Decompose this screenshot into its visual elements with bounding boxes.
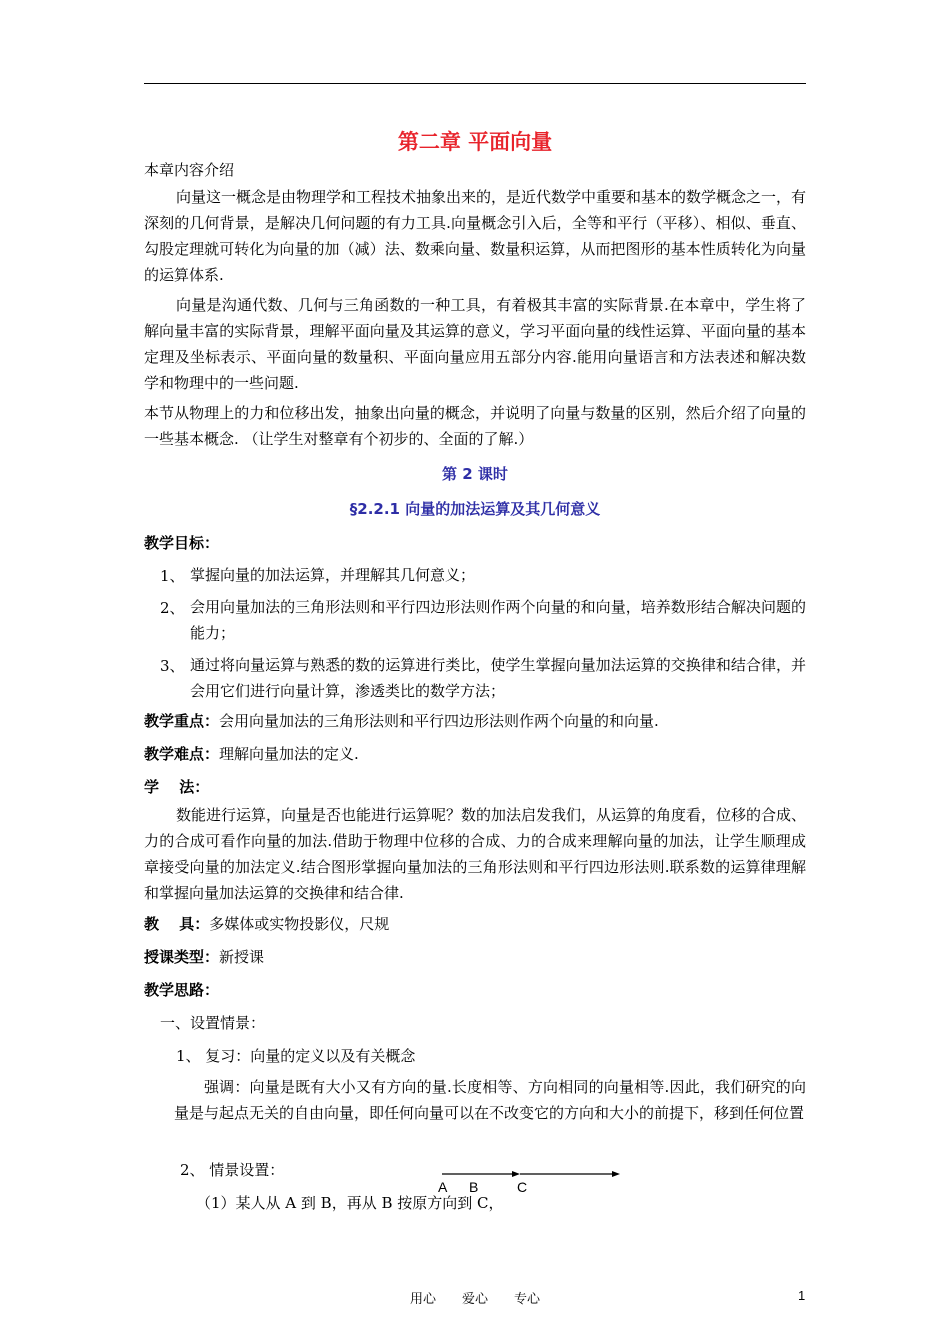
key-point [144, 711, 659, 731]
header-rule [144, 83, 806, 84]
point-c-label: C [517, 1179, 528, 1195]
difficulty-text: 理解向量加法的定义. [219, 745, 359, 763]
goal-1-text: 掌握向量的加法运算，并理解其几何意义； [190, 566, 476, 584]
goals-label: 教学目标： [144, 534, 220, 552]
type-text: 新授课 [219, 948, 265, 966]
point-b-label: B [469, 1179, 479, 1195]
section-title: §2.2.1 向量的加法运算及其几何意义 [349, 500, 601, 518]
type-row [144, 947, 264, 967]
step-1-2: 2、 情景设置： [180, 1161, 285, 1179]
difficulty-point [144, 744, 359, 764]
intro-label: 本章内容介绍 [144, 161, 235, 179]
page-number: 1 [798, 1288, 806, 1303]
method-label: 学 法： [144, 778, 210, 796]
chapter-title: 第二章 平面向量 [397, 130, 553, 154]
intro-paragraph-3: 本节从物理上的力和位移出发，抽象出向量的概念，并说明了向量与数量的区别，然后介绍了向量的一些基本概念. （让学生对整章有个初步的、全面的了解.） [144, 404, 806, 448]
tools-label: 教 具： [144, 915, 210, 933]
step-1-1: 1、 复习：向量的定义以及有关概念 [176, 1047, 416, 1065]
page-footer: 用心 爱心 专心 [409, 1292, 540, 1307]
goal-3-number: 3、 [160, 657, 185, 675]
point-a-label: A [438, 1179, 448, 1195]
tools-text: 多媒体或实物投影仪，尺规 [209, 915, 390, 933]
emphasis-text: 强调：向量是既有大小又有方向的量.长度相等、方向相同的向量相等.因此，我们研究的向量是与起点无关的自由向量，即任何向量可以在不改变它的方向和大小的前提下，移到任何位置 [174, 1078, 806, 1122]
key-label: 教学重点： [144, 712, 220, 730]
difficulty-label: 教学难点： [144, 745, 220, 763]
tools-row [144, 914, 389, 934]
vector-ab-arrowhead [512, 1171, 520, 1177]
goal-2-number: 2、 [160, 599, 185, 617]
goal-3-text: 通过将向量运算与熟悉的数的运算进行类比，使学生掌握向量加法运算的交换律和结合律，并会用它们进行向量计算，渗透类比的数学方法； [190, 656, 806, 700]
lesson-label: 第 2 课时 [442, 465, 508, 483]
intro-paragraph-2: 向量是沟通代数、几何与三角函数的一种工具，有着极其丰富的实际背景.在本章中，学生将了解向量丰富的实际背景，理解平面向量及其运算的意义，学习平面向量的线性运算、平面向量的基本定理及坐标表示、平面向量的数量积、平面向量应用五部分内容.能用向量语言和方法表述和解决数学和物理中的一些问题. [144, 296, 806, 392]
idea-label: 教学思路： [144, 981, 220, 999]
goal-1-number: 1、 [160, 567, 185, 585]
scenario-1: （1）某人从 A 到 B，再从 B 按原方向到 C， [196, 1194, 504, 1212]
step-1: 一、设置情景： [160, 1014, 266, 1032]
method-text: 数能进行运算，向量是否也能进行运算呢？数的加法启发我们，从运算的角度看，位移的合成、力的合成可看作向量的加法.借助于物理中位移的合成、力的合成来理解向量的加法，让学生顺理成章接受向量的加法定义.结合图形掌握向量加法的三角形法则和平行四边形法则.联系数的运算律理解和掌握向量加法运算的交换律和结合律. [144, 806, 807, 902]
type-label: 授课类型： [144, 948, 220, 966]
goal-2-text: 会用向量加法的三角形法则和平行四边形法则作两个向量的和向量，培养数形结合解决问题的能力； [190, 598, 806, 642]
vector-bc-arrowhead [612, 1171, 620, 1177]
key-text: 会用向量加法的三角形法则和平行四边形法则作两个向量的和向量. [219, 712, 659, 730]
intro-paragraph-1: 向量这一概念是由物理学和工程技术抽象出来的，是近代数学中重要和基本的数学概念之一，有深刻的几何背景，是解决几何问题的有力工具.向量概念引入后，全等和平行（平移）、相似、垂直、勾股定理就可转化为向量的加（减）法、数乘向量、数量积运算，从而把图形的基本性质转化为向量的运算体系. [144, 188, 807, 284]
